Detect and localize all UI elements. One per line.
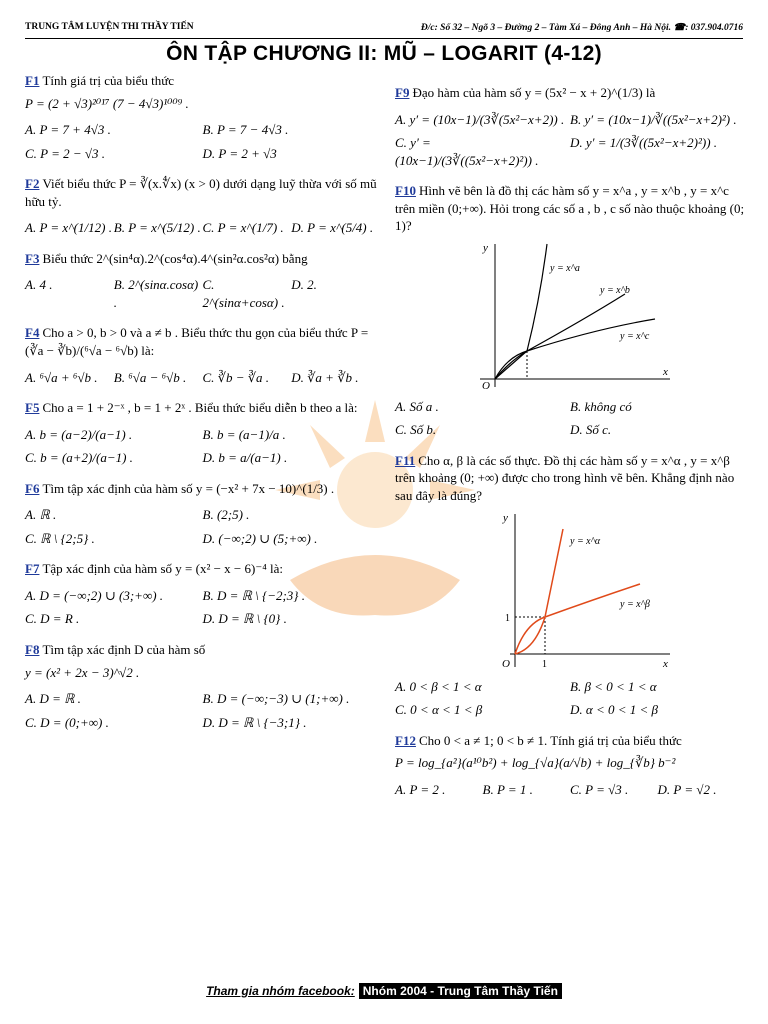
left-column bbox=[25, 72, 380, 744]
question-f11 bbox=[395, 452, 745, 722]
graph-power-functions-abc bbox=[465, 239, 675, 389]
answer-options bbox=[25, 503, 380, 550]
question-expression: P = (2 + √3)²⁰¹⁷ (7 − 4√3)¹⁰⁰⁹ . bbox=[25, 95, 189, 111]
option-c[interactable]: C. ∛b − ∛a . bbox=[202, 369, 270, 385]
option-d[interactable]: D. 2. bbox=[291, 277, 317, 293]
tick-label-y-one: 1 bbox=[505, 612, 510, 624]
question-f9 bbox=[395, 84, 745, 172]
question-number: F4 bbox=[25, 325, 40, 341]
answer-options bbox=[395, 108, 745, 173]
x-axis-label: x bbox=[663, 365, 668, 378]
page-title: ÔN TẬP CHƯƠNG II: MŨ – LOGARIT (4-12) bbox=[166, 42, 602, 65]
page-header bbox=[25, 22, 743, 39]
graph-power-functions-alpha-beta bbox=[465, 509, 675, 669]
option-b[interactable]: B. P = 1 . bbox=[482, 781, 533, 797]
option-b[interactable]: B. D = (−∞;−3) ∪ (1;+∞) . bbox=[202, 691, 350, 707]
question-number: F2 bbox=[25, 176, 40, 192]
option-c[interactable]: C. P = √3 . bbox=[570, 781, 629, 797]
question-expression: y = (x² + 2x − 3)^√2 . bbox=[25, 664, 140, 680]
curve-a bbox=[495, 244, 547, 379]
question-text: Viết biểu thức P = ∛(x.∜x) (x > 0) dưới dạng luỹ thừa với số mũ hữu tỷ. bbox=[25, 176, 377, 209]
option-a[interactable]: A. 0 < β < 1 < α bbox=[395, 678, 482, 694]
question-text: Cho a = 1 + 2⁻ˣ , b = 1 + 2ˣ . Biểu thức biểu diễn b theo a là: bbox=[42, 400, 358, 416]
option-d[interactable]: D. ∛a + ∛b . bbox=[291, 369, 359, 385]
option-b[interactable]: B. ⁶√a − ⁶√b . bbox=[113, 369, 187, 385]
y-axis-label: y bbox=[483, 241, 488, 254]
option-a[interactable]: A. b = (a−2)/(a−1) . bbox=[25, 426, 133, 442]
y-axis-label: y bbox=[503, 511, 508, 524]
option-b[interactable]: B. (2;5) . bbox=[202, 507, 250, 523]
option-c[interactable]: C. 2^(sinα+cosα) . bbox=[202, 277, 285, 310]
question-f5 bbox=[25, 399, 380, 470]
option-c[interactable]: C. 0 < α < 1 < β bbox=[395, 702, 483, 718]
curve-b bbox=[495, 294, 625, 379]
option-c[interactable]: C. y′ = (10x−1)/(3∛((5x²−x+2)²)) . bbox=[395, 135, 539, 168]
curve-beta bbox=[515, 584, 640, 654]
answer-options bbox=[25, 118, 380, 165]
option-d[interactable]: D. y′ = 1/(3∛((5x²−x+2)²)) . bbox=[570, 135, 718, 151]
option-c[interactable]: C. P = x^(1/7) . bbox=[202, 220, 284, 236]
question-text: Hình vẽ bên là đồ thị các hàm số y = x^a , y = x^b , y = x^c trên miền (0;+∞). Hỏi trong các số a , b , c số nào thuộc khoảng (0; 1)? bbox=[395, 183, 745, 234]
option-d[interactable]: D. α < 0 < 1 < β bbox=[570, 702, 659, 718]
question-f10 bbox=[395, 182, 745, 442]
option-a[interactable]: A. ⁶√a + ⁶√b . bbox=[25, 369, 98, 385]
question-number: F9 bbox=[395, 85, 410, 100]
option-d[interactable]: D. b = a/(a−1) . bbox=[202, 450, 288, 466]
option-a[interactable]: A. D = (−∞;2) ∪ (3;+∞) . bbox=[25, 587, 164, 603]
option-d[interactable]: D. D = ℝ \ {0} . bbox=[202, 611, 287, 627]
question-text: Cho a > 0, b > 0 và a ≠ b . Biểu thức thu gọn của biểu thức P = (∛a − ∛b)/(⁶√a − ⁶√b) là: bbox=[25, 325, 369, 359]
question-f4 bbox=[25, 324, 380, 389]
option-a[interactable]: A. Số a . bbox=[395, 398, 439, 414]
option-d[interactable]: D. (−∞;2) ∪ (5;+∞) . bbox=[202, 530, 318, 546]
option-c[interactable]: C. P = 2 − √3 . bbox=[25, 145, 106, 161]
center-name: TRUNG TÂM LUYỆN THI THẦY TIẾN bbox=[25, 22, 194, 32]
question-number: F8 bbox=[25, 642, 40, 658]
question-number: F11 bbox=[395, 452, 416, 468]
label-curve-beta: y = x^β bbox=[620, 598, 650, 610]
answer-options bbox=[395, 395, 745, 442]
answer-options bbox=[25, 423, 380, 470]
option-d[interactable]: D. D = ℝ \ {−3;1} . bbox=[202, 714, 307, 730]
label-curve-a: y = x^a bbox=[550, 262, 580, 274]
question-text: Tìm tập xác định D của hàm số bbox=[42, 642, 206, 658]
center-address: Đ/c: Số 32 – Ngõ 3 – Đường 2 – Tàm Xá – Đông Anh – Hà Nội. ☎: 037.904.0716 bbox=[420, 23, 743, 33]
answer-options bbox=[25, 273, 380, 314]
question-f3 bbox=[25, 250, 380, 315]
question-f1 bbox=[25, 72, 380, 165]
question-number: F12 bbox=[395, 732, 416, 748]
question-text: Cho α, β là các số thực. Đồ thị các hàm số y = x^α , y = x^β trên khoảng (0; +∞) được cho trong hình vẽ bên. Khẳng định nào sau đây là đúng? bbox=[395, 452, 735, 504]
facebook-group-link[interactable]: Nhóm 2004 - Trung Tâm Thầy Tiến bbox=[359, 983, 562, 999]
facebook-label: Tham gia nhóm facebook: bbox=[206, 984, 355, 998]
option-a[interactable]: A. 4 . bbox=[25, 277, 53, 293]
option-a[interactable]: A. P = x^(1/12) . bbox=[25, 220, 112, 236]
option-a[interactable]: A. y′ = (10x−1)/(3∛(5x²−x+2)) . bbox=[395, 111, 565, 127]
option-d[interactable]: D. Số c. bbox=[570, 422, 612, 438]
option-c[interactable]: C. D = (0;+∞) . bbox=[25, 714, 109, 730]
option-c[interactable]: C. Số b. bbox=[395, 422, 437, 438]
answer-options bbox=[25, 216, 380, 240]
option-d[interactable]: D. P = √2 . bbox=[657, 781, 717, 797]
x-axis-label: x bbox=[663, 657, 668, 669]
option-b[interactable]: B. D = ℝ \ {−2;3} . bbox=[202, 587, 306, 603]
right-column bbox=[395, 72, 745, 811]
option-b[interactable]: B. y′ = (10x−1)/∛((5x²−x+2)²) . bbox=[570, 111, 737, 127]
option-c[interactable]: C. D = R . bbox=[25, 611, 80, 627]
question-text: Tính giá trị của biểu thức bbox=[42, 73, 175, 88]
option-c[interactable]: C. ℝ \ {2;5} . bbox=[25, 530, 95, 546]
answer-options bbox=[25, 687, 380, 734]
label-curve-c: y = x^c bbox=[620, 330, 650, 342]
question-number: F6 bbox=[25, 480, 40, 496]
origin-label: O bbox=[482, 379, 490, 389]
question-number: F10 bbox=[395, 183, 416, 199]
option-d[interactable]: D. P = x^(5/4) . bbox=[291, 220, 374, 236]
option-b[interactable]: B. P = 7 − 4√3 . bbox=[202, 122, 289, 138]
option-c[interactable]: C. b = (a+2)/(a−1) . bbox=[25, 450, 133, 466]
option-d[interactable]: D. P = 2 + √3 bbox=[202, 145, 277, 161]
answer-options bbox=[25, 584, 380, 631]
label-curve-alpha: y = x^α bbox=[570, 535, 601, 547]
answer-options bbox=[25, 366, 380, 390]
question-text: Tìm tập xác định của hàm số y = (−x² + 7x − 10)^(1/3) . bbox=[42, 480, 335, 496]
curve-alpha bbox=[515, 529, 563, 654]
option-b[interactable]: B. β < 0 < 1 < α bbox=[570, 678, 657, 694]
question-f6 bbox=[25, 480, 380, 551]
curve-c bbox=[495, 319, 655, 379]
answer-options bbox=[395, 778, 745, 802]
question-text: Đạo hàm của hàm số y = (5x² − x + 2)^(1/3) là bbox=[412, 85, 656, 100]
question-f8 bbox=[25, 641, 380, 734]
tick-label-x-one: 1 bbox=[542, 658, 547, 669]
question-number: F5 bbox=[25, 400, 40, 416]
question-number: F7 bbox=[25, 561, 40, 577]
option-b[interactable]: B. P = x^(5/12) . bbox=[113, 220, 201, 236]
question-f12 bbox=[395, 732, 745, 802]
origin-label: O bbox=[502, 657, 510, 669]
option-b[interactable]: B. b = (a−1)/a . bbox=[202, 426, 286, 442]
option-a[interactable]: A. P = 2 . bbox=[395, 781, 446, 797]
question-number: F1 bbox=[25, 73, 40, 88]
option-a[interactable]: A. D = ℝ . bbox=[25, 691, 81, 707]
option-a[interactable]: A. P = 7 + 4√3 . bbox=[25, 122, 111, 138]
option-b[interactable]: B. 2^(sinα.cosα) . bbox=[113, 277, 199, 310]
question-text: Tập xác định của hàm số y = (x² − x − 6)⁻⁴ là: bbox=[42, 561, 283, 577]
label-curve-b: y = x^b bbox=[600, 284, 630, 296]
answer-options bbox=[395, 675, 745, 722]
question-number: F3 bbox=[25, 250, 40, 266]
question-f2 bbox=[25, 175, 380, 240]
question-text: Biểu thức 2^(sin⁴α).2^(cos⁴α).4^(sin²α.cos²α) bằng bbox=[42, 250, 308, 266]
page-footer bbox=[0, 984, 768, 998]
option-a[interactable]: A. ℝ . bbox=[25, 507, 57, 523]
option-b[interactable]: B. không có bbox=[570, 398, 632, 414]
question-expression: P = log_{a²}(a¹⁰b²) + log_{√a}(a/√b) + log_{∛b} b⁻² bbox=[395, 755, 676, 771]
question-text: Cho 0 < a ≠ 1; 0 < b ≠ 1. Tính giá trị của biểu thức bbox=[418, 732, 682, 748]
question-f7 bbox=[25, 560, 380, 631]
